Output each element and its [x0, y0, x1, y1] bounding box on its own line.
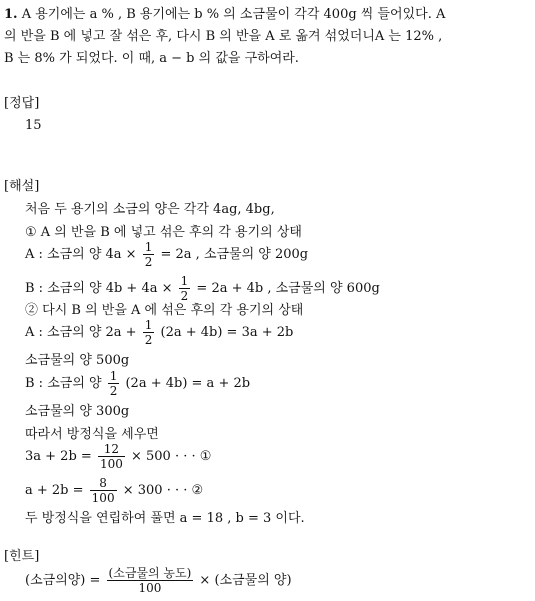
fraction-numerator: 8	[90, 476, 117, 491]
l12-left: a + 2b =	[25, 483, 84, 498]
fraction	[107, 566, 194, 595]
solution-line-6	[25, 318, 293, 347]
fraction	[143, 318, 155, 347]
fraction-denominator: 2	[109, 384, 118, 398]
fraction	[108, 369, 120, 398]
fraction-numerator: 1	[180, 274, 189, 288]
problem-number: 1.	[4, 7, 18, 22]
l8-right: (2a + 4b) = a + 2b	[125, 376, 251, 391]
solution-line-13: 두 방정식을 연립하여 풀면 a = 18 , b = 3 이다.	[25, 511, 305, 526]
l6-left: A : 소금의 양 2a +	[25, 325, 137, 340]
fraction-denominator: 2	[144, 333, 153, 347]
solution-header: [해설]	[4, 179, 40, 194]
fraction-denominator: 100	[138, 581, 162, 595]
solution-line-1: 처음 두 용기의 소금의 양은 각각 4ag, 4bg,	[25, 202, 275, 217]
solution-line-8	[25, 369, 250, 398]
solution-line-5: ② 다시 B 의 반을 A 에 섞은 후의 각 용기의 상태	[25, 303, 304, 318]
solution-line-3	[25, 240, 308, 269]
l4-right: = 2a + 4b , 소금물의 양 600g	[196, 281, 380, 296]
l3-left: A : 소금의 양 4a ×	[25, 247, 137, 262]
problem-line-2: 의 반을 B 에 넣고 잘 섞은 후, 다시 B 의 반을 A 로 옮겨 섞었더니A 는 12% ,	[4, 29, 443, 44]
solution-line-4	[25, 274, 380, 303]
l3-right: = 2a , 소금물의 양 200g	[160, 247, 309, 262]
problem-line-3: B 는 8% 가 되었다. 이 때, a − b 의 값을 구하여라.	[4, 51, 299, 66]
fraction-denominator: 2	[180, 289, 189, 303]
fraction-numerator: 12	[98, 442, 125, 457]
l4-left: B : 소금의 양 4b + 4a ×	[25, 281, 173, 296]
fraction-numerator: 1	[109, 369, 118, 383]
solution-line-2: ① A 의 반을 B 에 넣고 섞은 후의 각 용기의 상태	[25, 225, 302, 240]
problem-text-1: A 용기에는 a % , B 용기에는 b % 의 소금물이 각각 400g 씩 들어있다. A	[21, 7, 446, 22]
fraction	[179, 274, 191, 303]
hint-lhs: (소금의양) =	[25, 573, 101, 588]
solution-line-11	[25, 442, 211, 471]
l11-left: 3a + 2b =	[25, 449, 92, 464]
problem-line-1	[4, 6, 445, 24]
fraction-denominator: 100	[91, 491, 115, 505]
hint-header: [힌트]	[4, 549, 40, 564]
fraction	[143, 240, 155, 269]
fraction	[98, 442, 125, 471]
solution-line-7: 소금물의 양 500g	[25, 353, 130, 368]
l8-left: B : 소금의 양	[25, 376, 102, 391]
hint-formula	[25, 566, 292, 595]
fraction-numerator: (소금물의 농도)	[108, 566, 192, 580]
fraction	[90, 476, 117, 505]
l12-right: × 300 · · · ②	[122, 483, 204, 498]
hint-rhs: × (소금물의 양)	[199, 573, 292, 588]
solution-line-12	[25, 476, 203, 505]
fraction-denominator: 100	[99, 457, 123, 471]
answer-value: 15	[25, 118, 42, 133]
solution-line-10: 따라서 방정식을 세우면	[25, 427, 159, 442]
answer-header: [정답]	[4, 96, 40, 111]
l6-right: (2a + 4b) = 3a + 2b	[160, 325, 294, 340]
solution-line-9: 소금물의 양 300g	[25, 404, 130, 419]
fraction-denominator: 2	[144, 255, 153, 269]
fraction-numerator: 1	[144, 240, 153, 254]
l11-right: × 500 · · · ①	[130, 449, 212, 464]
fraction-numerator: 1	[144, 318, 153, 332]
